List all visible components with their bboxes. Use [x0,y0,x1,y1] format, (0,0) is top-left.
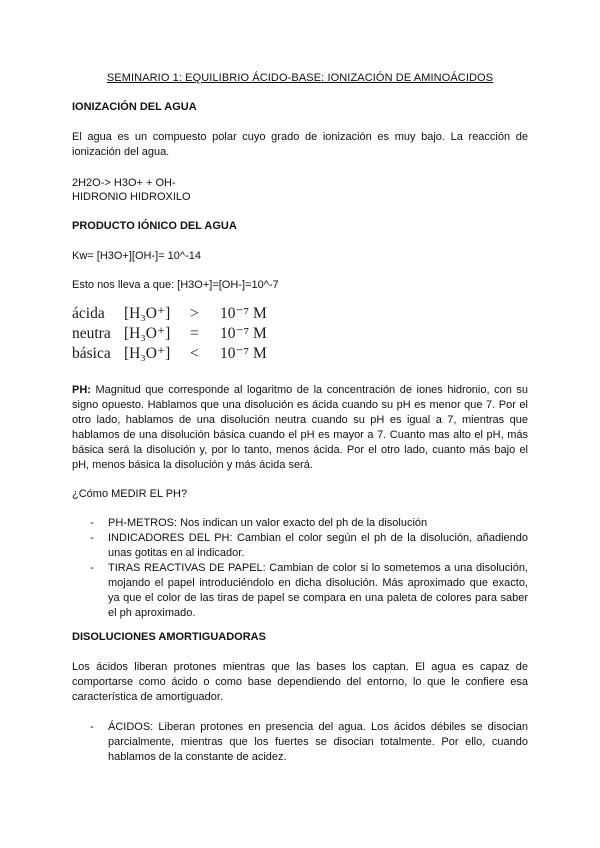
amortiguadoras-list [90,720,528,765]
heading-disoluciones-amortiguadoras: DISOLUCIONES AMORTIGUADORAS [72,631,266,643]
list-item-text: PH-METROS: Nos indican un valor exacto del ph de la disolución [108,517,428,529]
ph-definition: Magnitud que corresponde al logaritmo de la concentración de iones hidronio, con su signo opuesto. Hablamos que una disolución es ácida cuando su pH es menor que 7. Por el otro lado, hablamos de una disolución neutra cuando su pH es igual a 7, mientras que hablamos de una disolución básica cuando el pH es mayor a 7. Cuanto mas alto el pH, más básica será la disolución y, por lo tanto, menos ácida. Por el otro lado, cuanto más bajo el pH, menos básica la disolución y más ácida será. [72,384,528,471]
ph-row-ion: [H₃O⁺] [124,345,171,362]
list-item [90,561,528,621]
list-item [90,531,528,561]
list-bullet: - [90,721,94,733]
ph-row-ion: [H₃O⁺] [124,325,171,342]
reaction-species-names: HIDRONIO HIDROXILO [72,191,191,203]
list-bullet: - [90,532,94,544]
ph-row-operator: = [190,325,199,342]
list-item-text: ÁCIDOS: Liberan protones en presencia del agua. Los ácidos débiles se disocian parcialmente, mientras que los fuertes se disocian totalmente. Por ello, cuando hablamos de la constante de acidez. [108,721,528,763]
kw-equation: Kw= [H3O+][OH-]= 10^-14 [72,250,201,262]
document-title: SEMINARIO 1: EQUILIBRIO ÁCIDO-BASE: IONIZACIÓN DE AMINOÁCIDOS [106,72,494,84]
ph-row-operator: > [190,305,199,322]
reaction-equation: 2H2O-> H3O+ + OH- [72,177,176,189]
heading-producto-ionico: PRODUCTO IÓNICO DEL AGUA [72,220,237,232]
paragraph-ph [72,383,528,473]
ph-classification-table [72,304,267,364]
ph-row-neutra [72,324,267,344]
list-bullet: - [90,562,94,574]
ph-row-operator: < [190,345,199,362]
kw-result: Esto nos lleva a que: [H3O+]=[OH-]=10^-7 [72,279,279,291]
paragraph-ionizacion: El agua es un compuesto polar cuyo grado de ionización es muy bajo. La reacción de ionización del agua. [72,131,528,158]
list-item [90,516,528,531]
ph-row-label: ácida [72,305,105,322]
ph-term: PH: [72,384,91,396]
paragraph-amortiguadoras: Los ácidos liberan protones mientras que las bases los captan. El agua es capaz de comportarse como ácido o como base dependiendo del entorno, lo que le confiere esa característica de amortiguador. [72,661,528,703]
ph-row-label: básica [72,345,111,362]
list-bullet: - [90,517,94,529]
ph-row-basica [72,344,267,364]
ph-row-ion: [H₃O⁺] [124,305,171,322]
ph-row-value: 10⁻⁷ M [220,305,267,322]
ph-row-acida [72,304,267,324]
ph-row-label: neutra [72,325,111,342]
ph-row-value: 10⁻⁷ M [220,325,267,342]
list-item-text: TIRAS REACTIVAS DE PAPEL: Cambian de color si lo sometemos a una disolución, mojando el papel introduciéndolo en dicha disolución. Más aproximado que exacto, ya que el color de las tiras de papel se compara en una paleta de colores para saber el ph aproximado. [108,562,528,619]
measure-ph-list [90,516,528,621]
list-item [90,720,528,765]
list-item-text: INDICADORES DEL PH: Cambian el color según el ph de la disolución, añadiendo unas gotitas en al indicador. [108,532,528,559]
ph-row-value: 10⁻⁷ M [220,345,267,362]
measure-ph-question: ¿Cómo MEDIR EL PH? [72,488,188,500]
heading-ionizacion-agua: IONIZACIÓN DEL AGUA [72,101,197,113]
